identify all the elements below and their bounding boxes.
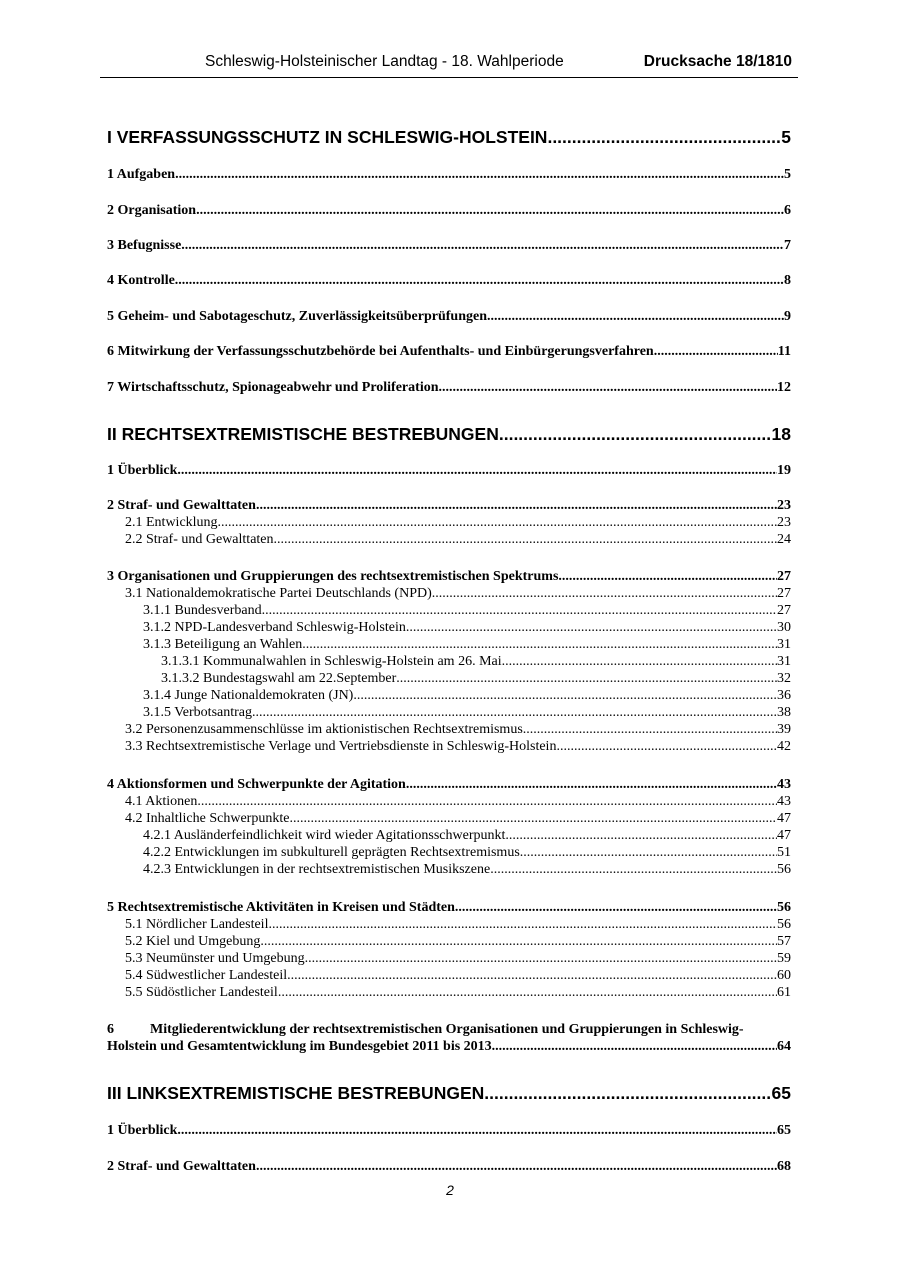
toc-entry-title: 2.1 Entwicklung <box>125 515 218 530</box>
toc-entry-title: 3.1 Nationaldemokratische Partei Deutschlands (NPD) <box>125 586 432 601</box>
toc-subsection[interactable] <box>107 531 791 548</box>
toc-entry-title: 3.1.3 Beteiligung an Wahlen <box>143 637 303 652</box>
toc-subsection[interactable] <box>107 721 791 738</box>
toc-page-number: 47 <box>777 811 791 826</box>
toc-leader-dots <box>499 424 772 445</box>
toc-subsection[interactable] <box>107 619 791 636</box>
document-number: Drucksache 18/1810 <box>643 53 792 70</box>
toc-entry-title: 3.3 Rechtsextremistische Verlage und Vertriebsdienste in Schleswig-Holstein <box>125 739 557 754</box>
toc-entry-title: 2 Straf- und Gewalttaten <box>107 498 256 513</box>
toc-page-number: 39 <box>777 722 791 737</box>
toc-section[interactable] <box>107 462 791 479</box>
toc-page-number: 68 <box>777 1159 791 1174</box>
toc-entry-title: I VERFASSUNGSSCHUTZ IN SCHLESWIG-HOLSTEIN <box>107 127 548 147</box>
toc-page-number: 5 <box>781 127 791 147</box>
toc-section[interactable] <box>107 202 791 219</box>
toc-section[interactable] <box>107 343 791 360</box>
toc-leader-dots <box>484 1083 771 1104</box>
toc-leader-dots <box>177 1122 777 1139</box>
toc-section[interactable] <box>107 1122 791 1139</box>
toc-leader-dots <box>262 602 777 619</box>
toc-entry-title: 4 Aktionsformen und Schwerpunkte der Agitation <box>107 777 406 792</box>
toc-leader-dots <box>268 916 777 933</box>
toc-entry-title: 3.1.2 NPD-Landesverband Schleswig-Holstein <box>143 620 406 635</box>
toc-page-number: 65 <box>771 1083 791 1103</box>
toc-entry-title: 3.1.4 Junge Nationaldemokraten (JN) <box>143 688 354 703</box>
toc-leader-dots <box>287 967 777 984</box>
toc-subsection[interactable] <box>107 810 791 827</box>
toc-entry-title: 4.2 Inhaltliche Schwerpunkte <box>125 811 290 826</box>
toc-subsection[interactable] <box>107 687 791 704</box>
toc-entry-title: 4.2.1 Ausländerfeindlichkeit wird wieder Agitationsschwerpunkt <box>143 828 506 843</box>
toc-leader-dots <box>305 950 777 967</box>
toc-section[interactable] <box>107 497 791 514</box>
toc-leader-dots <box>175 166 784 183</box>
toc-subsection[interactable] <box>107 950 791 967</box>
toc-entry-title: III LINKSEXTREMISTISCHE BESTREBUNGEN <box>107 1083 485 1103</box>
toc-leader-dots <box>256 497 777 514</box>
toc-leader-dots <box>556 738 777 755</box>
toc-page-number: 27 <box>777 603 791 618</box>
toc-leader-dots <box>177 462 777 479</box>
toc-entry-title: 5.3 Neumünster und Umgebung <box>125 951 305 966</box>
toc-page-number: 56 <box>777 862 791 877</box>
toc-subsection[interactable] <box>107 514 791 531</box>
toc-leader-dots <box>439 379 778 396</box>
toc-page-number: 5 <box>784 167 791 182</box>
toc-section[interactable] <box>107 568 791 585</box>
toc-leader-dots <box>278 984 777 1001</box>
toc-leader-dots <box>256 1158 777 1175</box>
toc-page-number: 27 <box>777 586 791 601</box>
parliament-title: Schleswig-Holsteinischer Landtag - 18. Wahlperiode <box>205 53 564 70</box>
page-header <box>100 52 798 78</box>
toc-leader-dots <box>274 531 777 548</box>
toc-subsection[interactable] <box>107 636 791 653</box>
toc-page-number: 56 <box>777 900 791 915</box>
toc-section-multiline[interactable] <box>107 1021 791 1057</box>
toc-leader-dots <box>520 844 777 861</box>
toc-entry-title: 2 Straf- und Gewalttaten <box>107 1159 256 1174</box>
toc-page-number: 7 <box>784 238 791 253</box>
toc-leader-dots <box>406 619 777 636</box>
toc-leader-dots <box>260 933 777 950</box>
toc-leader-dots <box>502 653 777 670</box>
toc-entry-title: 3.2 Personenzusammenschlüsse im aktionistischen Rechtsextremismus <box>125 722 523 737</box>
toc-entry-line-2 <box>107 1038 791 1055</box>
toc-page-number: 43 <box>777 777 791 792</box>
toc-entry-title: 3 Befugnisse <box>107 238 182 253</box>
toc-chapter[interactable] <box>107 127 791 148</box>
toc-entry-title: 2 Organisation <box>107 203 197 218</box>
toc-leader-dots <box>455 899 777 916</box>
toc-subsection[interactable] <box>107 827 791 844</box>
toc-subsection[interactable] <box>107 844 791 861</box>
toc-entry-title: 2.2 Straf- und Gewalttaten <box>125 532 274 547</box>
toc-leader-dots <box>196 202 784 219</box>
toc-entry-title: 4.1 Aktionen <box>125 794 198 809</box>
toc-page-number: 9 <box>784 309 791 324</box>
toc-leader-dots <box>289 810 777 827</box>
toc-page-number: 36 <box>777 688 791 703</box>
toc-page-number: 64 <box>777 1039 791 1054</box>
toc-subsection[interactable] <box>107 984 791 1001</box>
toc-section[interactable] <box>107 1158 791 1175</box>
toc-leader-dots <box>218 514 777 531</box>
toc-leader-dots <box>396 670 777 687</box>
toc-leader-dots <box>492 1038 777 1055</box>
toc-section[interactable] <box>107 166 791 183</box>
toc-entry-title: 7 Wirtschaftsschutz, Spionageabwehr und Proliferation <box>107 380 439 395</box>
toc-chapter[interactable] <box>107 1083 791 1104</box>
toc-entry-title: 5 Geheim- und Sabotageschutz, Zuverlässigkeitsüberprüfungen <box>107 309 487 324</box>
toc-entry-title: Mitgliederentwicklung der rechtsextremistischen Organisationen und Gruppierungen in Schleswig- <box>150 1022 744 1037</box>
toc-page-number: 61 <box>777 985 791 1000</box>
toc-subsection[interactable] <box>107 653 791 670</box>
toc-leader-dots <box>490 861 777 878</box>
toc-section[interactable] <box>107 308 791 325</box>
toc-entry-number: 6 <box>107 1022 114 1037</box>
toc-entry-title: 3 Organisationen und Gruppierungen des rechtsextremistischen Spektrums <box>107 569 559 584</box>
toc-leader-dots <box>505 827 777 844</box>
toc-page-number: 47 <box>777 828 791 843</box>
page-number: 2 <box>446 1182 454 1198</box>
toc-page-number: 19 <box>777 463 791 478</box>
toc-subsection[interactable] <box>107 933 791 950</box>
toc-entry-title: 3.1.1 Bundesverband <box>143 603 262 618</box>
toc-section[interactable] <box>107 379 791 396</box>
toc-page-number: 57 <box>777 934 791 949</box>
toc-page-number: 51 <box>777 845 791 860</box>
toc-entry-title: 1 Überblick <box>107 463 178 478</box>
toc-leader-dots <box>197 793 777 810</box>
toc-entry-title: 5.2 Kiel und Umgebung <box>125 934 261 949</box>
toc-subsection[interactable] <box>107 967 791 984</box>
toc-subsection[interactable] <box>107 916 791 933</box>
toc-page-number: 32 <box>777 671 791 686</box>
toc-entry-title: Holstein und Gesamtentwicklung im Bundesgebiet 2011 bis 2013 <box>107 1039 492 1054</box>
toc-page-number: 23 <box>777 498 791 513</box>
toc-entry-title: 5.5 Südöstlicher Landesteil <box>125 985 278 1000</box>
toc-leader-dots <box>432 585 777 602</box>
toc-chapter[interactable] <box>107 424 791 445</box>
toc-entry-title: 1 Aufgaben <box>107 167 176 182</box>
toc-entry-title: 4.2.3 Entwicklungen in der rechtsextremistischen Musikszene <box>143 862 491 877</box>
toc-page-number: 60 <box>777 968 791 983</box>
toc-leader-dots <box>353 687 777 704</box>
toc-entry-title: 5.4 Südwestlicher Landesteil <box>125 968 288 983</box>
toc-page-number: 18 <box>771 424 791 444</box>
toc-subsection[interactable] <box>107 585 791 602</box>
toc-entry-title: 1 Überblick <box>107 1123 178 1138</box>
toc-section[interactable] <box>107 272 791 289</box>
toc-section[interactable] <box>107 237 791 254</box>
toc-section[interactable] <box>107 776 791 793</box>
toc-leader-dots <box>523 721 777 738</box>
toc-page-number: 65 <box>777 1123 791 1138</box>
toc-entry-title: 5 Rechtsextremistische Aktivitäten in Kreisen und Städten <box>107 900 455 915</box>
toc-leader-dots <box>558 568 777 585</box>
toc-leader-dots <box>175 272 784 289</box>
toc-page-number: 43 <box>777 794 791 809</box>
toc-page-number: 24 <box>777 532 791 547</box>
toc-page-number: 31 <box>777 637 791 652</box>
toc-leader-dots <box>181 237 784 254</box>
toc-subsection[interactable] <box>107 670 791 687</box>
toc-subsection[interactable] <box>107 861 791 878</box>
toc-leader-dots <box>406 776 777 793</box>
toc-leader-dots <box>302 636 777 653</box>
toc-entry-title: 6 Mitwirkung der Verfassungsschutzbehörde bei Aufenthalts- und Einbürgerungsverfahren <box>107 344 654 359</box>
toc-entry-title: 3.1.3.2 Bundestagswahl am 22.September <box>161 671 397 686</box>
toc-page-number: 8 <box>784 273 791 288</box>
toc-entry-title: 3.1.5 Verbotsantrag <box>143 705 252 720</box>
toc-entry-title: 3.1.3.1 Kommunalwahlen in Schleswig-Holstein am 26. Mai <box>161 654 502 669</box>
toc-page-number: 23 <box>777 515 791 530</box>
toc-page-number: 30 <box>777 620 791 635</box>
toc-subsection[interactable] <box>107 738 791 755</box>
toc-subsection[interactable] <box>107 704 791 721</box>
toc-section[interactable] <box>107 899 791 916</box>
toc-page-number: 27 <box>777 569 791 584</box>
toc-page-number: 6 <box>784 203 791 218</box>
toc-entry-title: 4.2.2 Entwicklungen im subkulturell geprägten Rechtsextremismus <box>143 845 520 860</box>
toc-page-number: 31 <box>777 654 791 669</box>
toc-page-number: 12 <box>777 380 791 395</box>
toc-leader-dots <box>547 127 781 148</box>
toc-page-number: 42 <box>777 739 791 754</box>
toc-page-number: 59 <box>777 951 791 966</box>
toc-leader-dots <box>252 704 777 721</box>
toc-leader-dots <box>487 308 784 325</box>
toc-entry-title: II RECHTSEXTREMISTISCHE BESTREBUNGEN <box>107 424 499 444</box>
toc-entry-title: 5.1 Nördlicher Landesteil <box>125 917 269 932</box>
toc-page-number: 11 <box>777 344 791 359</box>
toc-page-number: 56 <box>777 917 791 932</box>
toc-page-number: 38 <box>777 705 791 720</box>
toc-subsection[interactable] <box>107 602 791 619</box>
toc-leader-dots <box>654 343 778 360</box>
toc-subsection[interactable] <box>107 793 791 810</box>
toc-entry-line-1 <box>107 1021 791 1038</box>
toc-entry-title: 4 Kontrolle <box>107 273 175 288</box>
